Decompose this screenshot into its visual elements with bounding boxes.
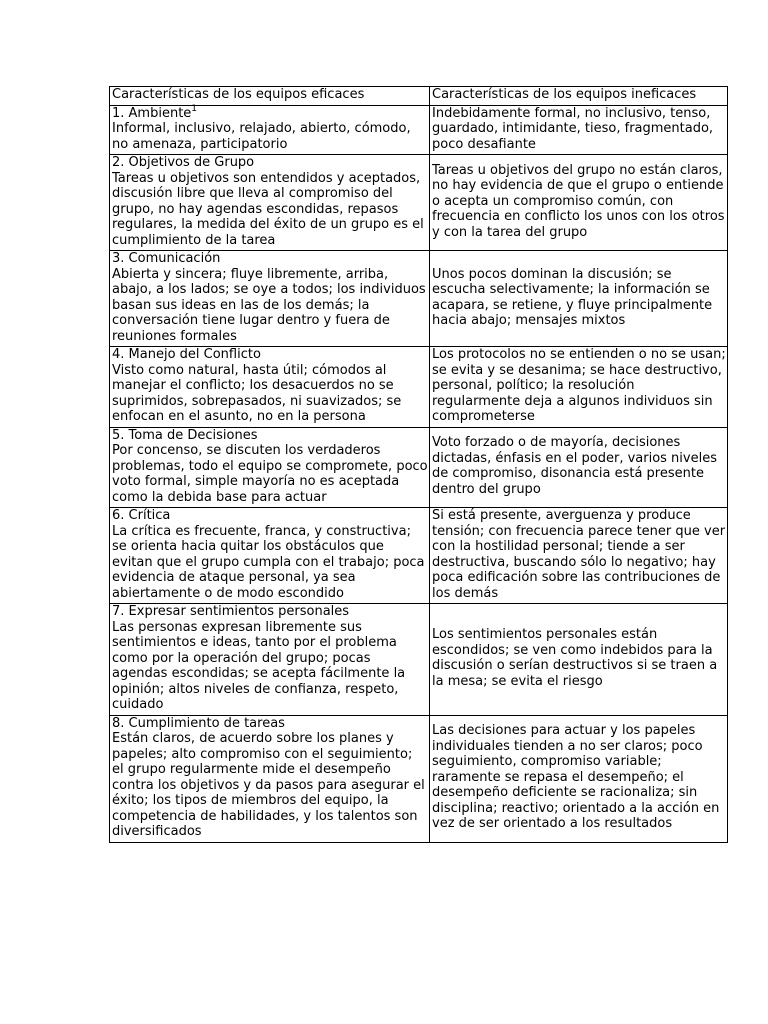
effective-cell: [110, 155, 430, 251]
effective-cell: [110, 715, 430, 842]
team-characteristics-table: [109, 86, 728, 843]
effective-cell: [110, 508, 430, 604]
row-title: [112, 251, 428, 267]
ineffective-description: Los protocolos no se entienden o no se usan; se evita y se desanima; se hace destructivo, personal, político; la resolución regularmente deja a algunos individuos sin comprometerse: [432, 347, 726, 424]
effective-description: Están claros, de acuerdo sobre los planes y papeles; alto compromiso con el seguimiento; el grupo regularmente mide el desempeño contra los objetivos y da pasos para asegurar el éxito; los tipos de miembros del equipo, la competencia de habilidades, y los talentos son diversificados: [112, 731, 425, 839]
row-title-text: 7. Expresar sentimientos personales: [112, 604, 350, 619]
effective-description: Por concenso, se discuten los verdaderos problemas, todo el equipo se compromete, poco voto formal, simple mayoría no es aceptada como la debida base para actuar: [112, 443, 428, 505]
ineffective-cell: [430, 508, 728, 604]
row-title-text: 2. Objetivos de Grupo: [112, 155, 255, 170]
table-row: [110, 508, 728, 604]
row-title-text: 3. Comunicación: [112, 251, 221, 266]
ineffective-cell: [430, 155, 728, 251]
ineffective-cell: [430, 715, 728, 842]
table-row: [110, 251, 728, 347]
effective-cell: [110, 251, 430, 347]
row-title: [112, 604, 428, 620]
ineffective-description: Los sentimientos personales están escondidos; se ven como indebidos para la discusión o serían destructivos si se traen a la mesa; se evita el riesgo: [432, 627, 718, 689]
row-title: [112, 103, 428, 122]
ineffective-cell: [430, 105, 728, 155]
row-title: [112, 716, 428, 732]
header-ineffective-teams: Características de los equipos ineficaces: [430, 87, 728, 106]
effective-description: La crítica es frecuente, franca, y constructiva; se orienta hacia quitar los obstáculos que evitan que el grupo cumpla con el trabajo; poca evidencia de ataque personal, ya sea abiertamente o de modo escondido: [112, 523, 425, 601]
effective-description: Informal, inclusivo, relajado, abierto, cómodo, no amenaza, participatorio: [112, 121, 411, 152]
row-title: [112, 428, 428, 444]
table-row: [110, 347, 728, 428]
row-title: [112, 508, 428, 524]
ineffective-description: Voto forzado o de mayoría, decisiones dictadas, énfasis en el poder, varios niveles de compromiso, disonancia está presente dentro del grupo: [432, 435, 717, 497]
ineffective-cell: [430, 347, 728, 428]
effective-description: Las personas expresan libremente sus sentimientos e ideas, tanto por el problema como por la operación del grupo; pocas agendas escondidas; se acepta fácilmente la opinión; altos niveles de confianza, respeto, cuidado: [112, 619, 406, 712]
table-row: [110, 155, 728, 251]
table-row: [110, 427, 728, 508]
row-title-text: 5. Toma de Decisiones: [112, 427, 258, 443]
ineffective-description: Indebidamente formal, no inclusivo, tenso, guardado, intimidante, tieso, fragmentado, poco desafiante: [432, 105, 714, 152]
row-title: [112, 347, 428, 363]
row-title-text: 4. Manejo del Conflicto: [112, 347, 261, 362]
ineffective-description: Tareas u objetivos del grupo no están claros, no hay evidencia de que el grupo o entiende o acepta un compromiso común, con frecuencia en conflicto los unos con los otros y con la tarea del grupo: [432, 162, 725, 240]
footnote-marker[interactable]: 1: [191, 103, 198, 114]
ineffective-description: Las decisiones para actuar y los papeles individuales tienden a no ser claros; poco seguimiento, compromiso variable; raramente se repasa el desempeño; el desempeño deficiente se racionaliza; sin disciplina; reactivo; orientado a la acción en vez de ser orientado a los resultados: [432, 723, 720, 832]
header-effective-teams: Características de los equipos eficaces: [110, 87, 430, 106]
ineffective-cell: [430, 604, 728, 716]
effective-cell: [110, 427, 430, 508]
row-title-text: 8. Cumplimiento de tareas: [112, 715, 285, 731]
ineffective-cell: [430, 251, 728, 347]
ineffective-description: Si está presente, averguenza y produce tensión; con frecuencia parece tener que ver con la hostilidad personal; tiende a ser destructiva, buscando sólo lo negativo; hay poca edificación sobre las contribuciones de los demás: [432, 508, 726, 601]
table-body: [110, 105, 728, 842]
effective-description: Visto como natural, hasta útil; cómodos al manejar el conflicto; los desacuerdos no se suprimidos, sobrepasados, ni suavizados; se enfocan en el asunto, no en la persona: [112, 362, 402, 424]
effective-cell: [110, 105, 430, 155]
effective-cell: [110, 604, 430, 716]
row-title-text: 1. Ambiente: [112, 105, 192, 121]
row-title-text: 6. Crítica: [112, 508, 171, 523]
table-header-row: [110, 87, 728, 106]
effective-description: Tareas u objetivos son entendidos y aceptados, discusión libre que lleva al compromiso del grupo, no hay agendas escondidas, repasos regulares, la medida del éxito de un grupo es el cumplimiento de la tarea: [112, 170, 424, 248]
ineffective-description: Unos pocos dominan la discusión; se escucha selectivamente; la información se acapara, se retiene, y fluye principalmente hacia abajo; mensajes mixtos: [432, 266, 713, 328]
table-row: [110, 604, 728, 716]
row-title: [112, 155, 428, 171]
table-row: [110, 715, 728, 842]
ineffective-cell: [430, 427, 728, 508]
effective-description: Abierta y sincera; fluye libremente, arriba, abajo, a los lados; se oye a todos; los individuos basan sus ideas en las de los demás; la conversación tiene lugar dentro y fuera de reuniones formales: [112, 266, 426, 344]
effective-cell: [110, 347, 430, 428]
table-row: [110, 105, 728, 155]
